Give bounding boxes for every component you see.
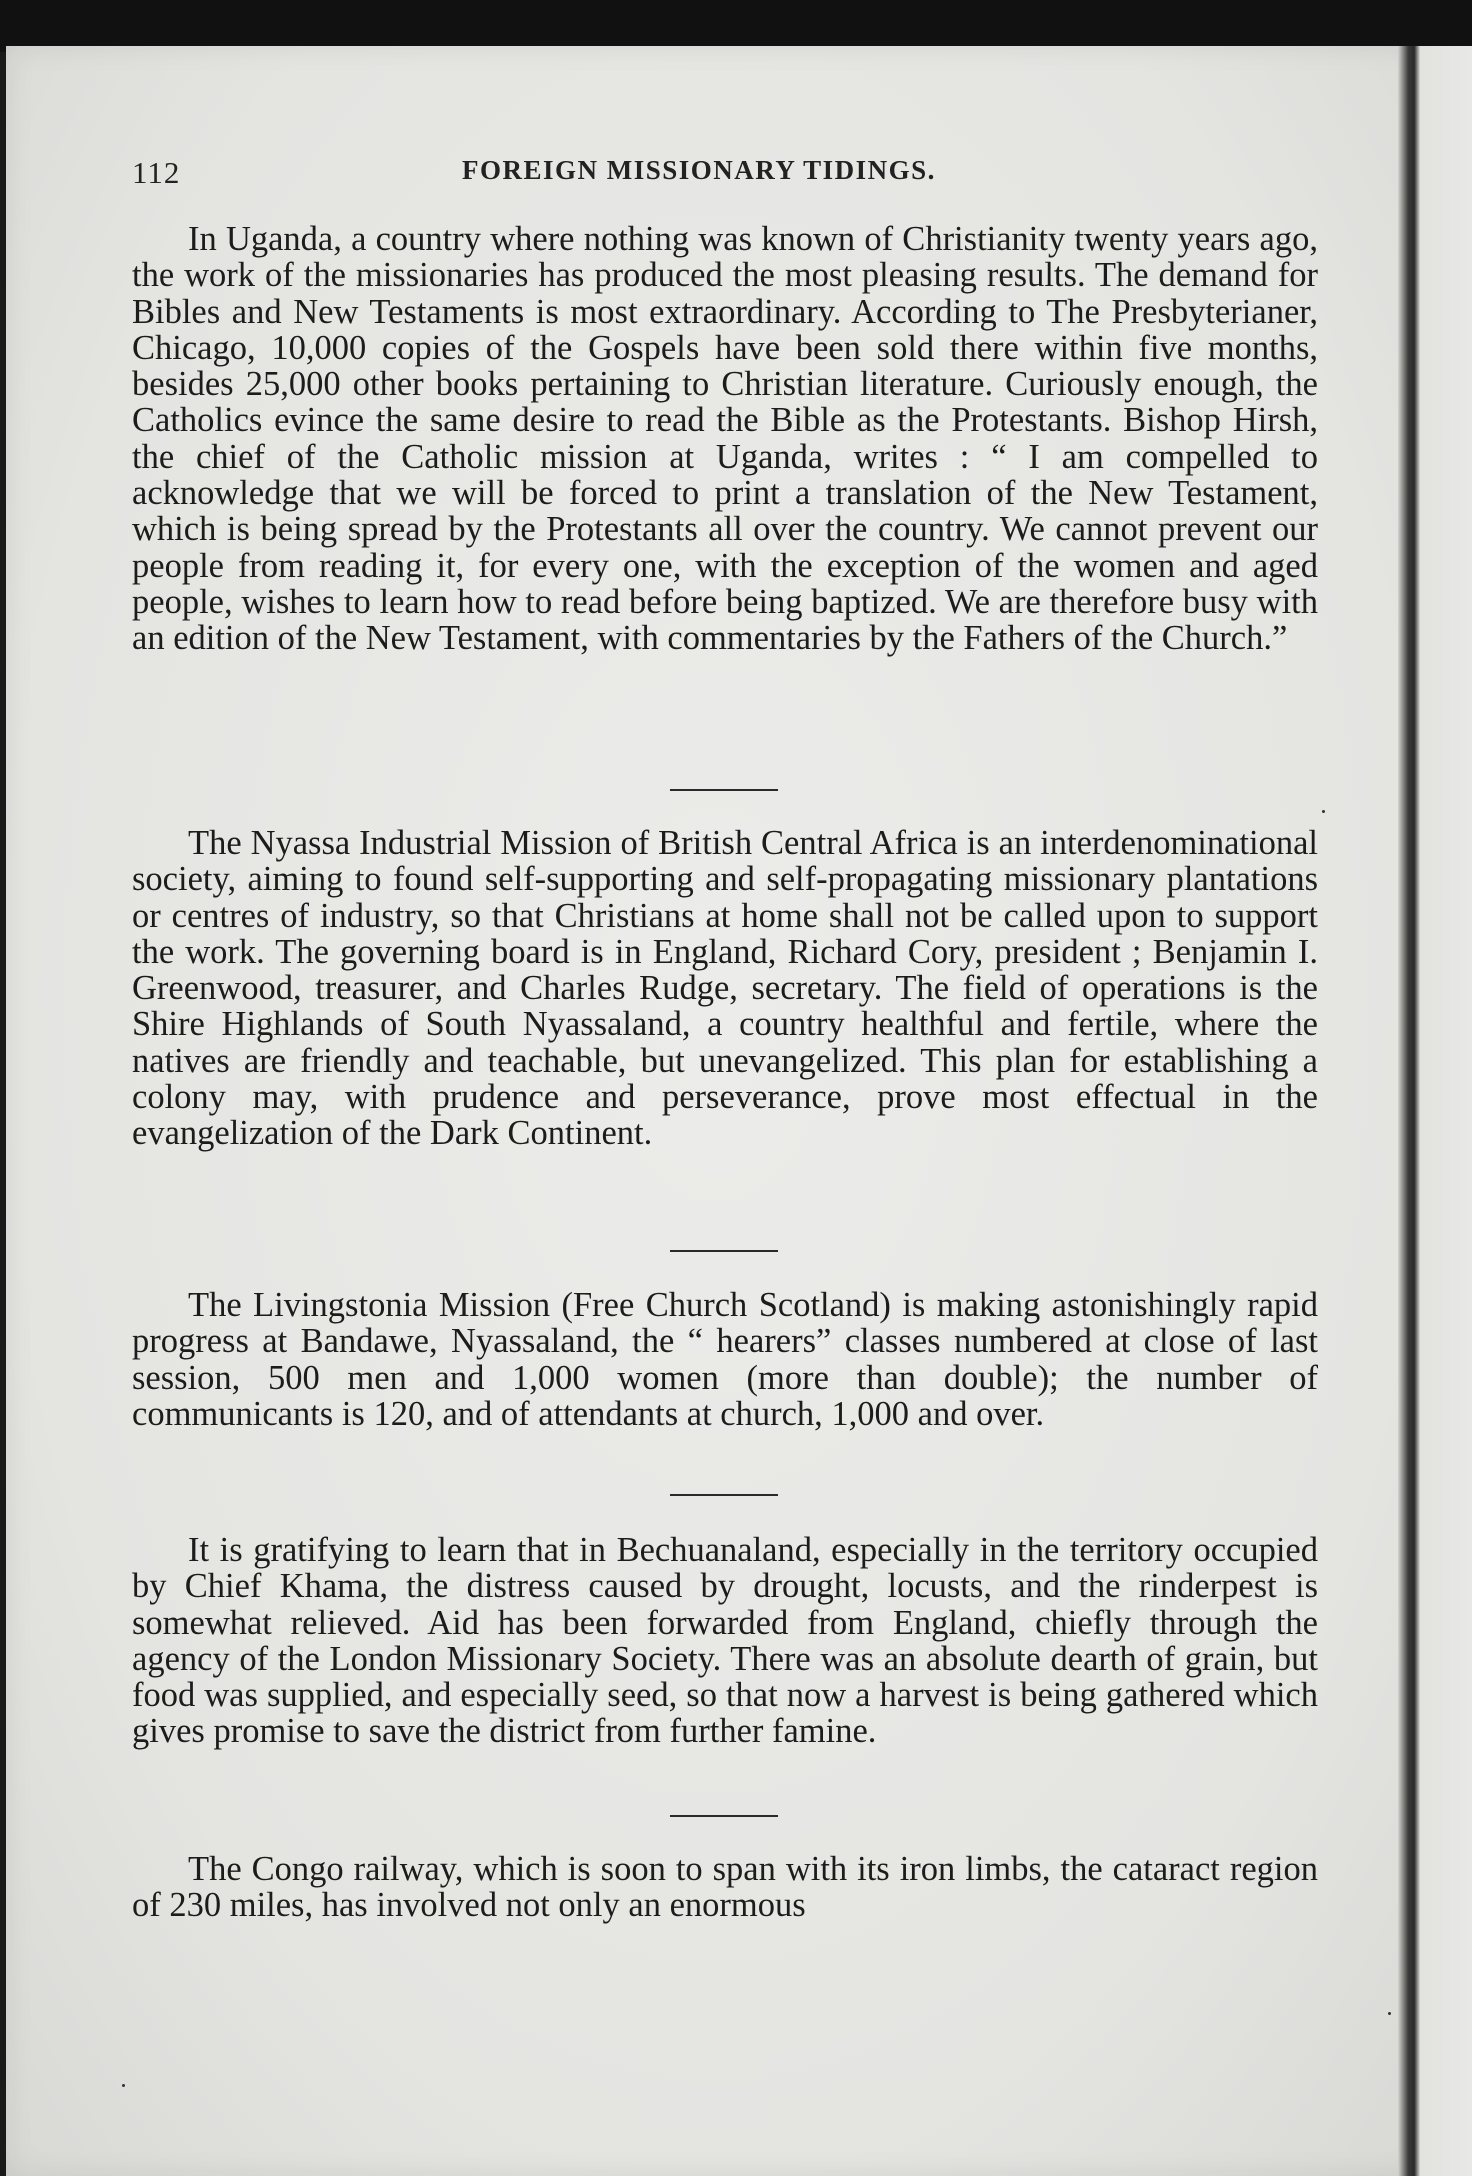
section-divider (670, 1250, 778, 1252)
article-nyassa-mission: The Nyassa Industrial Mission of British Central Africa is an interdenominational society, aiming to found self-supporting and self-propagating missionary plantations or centres of industry, so that Christians at home shall not be called upon to support the work. The governing board is in England, Richard Cory, president ; Benjamin I. Greenwood, treasurer, and Charles Rudge, secretary. The field of operations is the Shire Highlands of South Nyassaland, a country healthful and fertile, where the natives are friendly and teachable, but unevangelized. This plan for establishing a colony may, with prudence and perseverance, prove most effectual in the evangelization of the Dark Continent. (132, 824, 1318, 1153)
scan-speck (1322, 810, 1325, 813)
page-edge (1398, 46, 1472, 2176)
article-livingstonia-mission: The Livingstonia Mission (Free Church Scotland) is making astonishingly rapid progress at Bandawe, Nyassaland, the “ hearers” classes numbered at close of last session, 500 men and 1,000 women (more than double); the number of communicants is 120, and of attendants at church, 1,000 and over. (132, 1286, 1318, 1433)
scan-border (0, 0, 1472, 52)
article-uganda: In Uganda, a country where nothing was known of Christianity twenty years ago, the work of the missionaries has produced the most pleasing results. The demand for Bibles and New Testaments is most extraordinary. According to The Presbyterianer, Chicago, 10,000 copies of the Gospels have been sold there within five months, besides 25,000 other books pertaining to Christian literature. Curiously enough, the Catholics evince the same desire to read the Bible as the Protestants. Bishop Hirsh, the chief of the Catholic mission at Uganda, writes : “ I am compelled to acknowledge that we will be forced to print a translation of the New Testament, which is being spread by the Protestants all over the country. We cannot prevent our people from reading it, for every one, with the exception of the women and aged people, wishes to learn how to read before being baptized. We are therefore busy with an edition of the New Testament, with commentaries by the Fathers of the Church.” (132, 220, 1318, 658)
scan-speck (1388, 2012, 1391, 2015)
section-divider (670, 1815, 778, 1817)
section-divider (670, 789, 778, 791)
scan-speck (122, 2084, 125, 2087)
section-divider (670, 1494, 778, 1496)
article-bechuanaland: It is gratifying to learn that in Bechuanaland, especially in the territory occupied by Chief Khama, the distress caused by drought, locusts, and the rinderpest is somewhat relieved. Aid has been forwarded from England, chiefly through the agency of the London Missionary Society. There was an absolute dearth of grain, but food was supplied, and especially seed, so that now a harvest is being gathered which gives promise to save the district from further famine. (132, 1531, 1318, 1751)
running-head (132, 155, 1322, 199)
page-number: 112 (132, 155, 181, 190)
journal-title: FOREIGN MISSIONARY TIDINGS. (462, 155, 936, 185)
article-congo-railway: The Congo railway, which is soon to span with its iron limbs, the cataract region of 230 miles, has involved not only an enormous (132, 1850, 1318, 1925)
